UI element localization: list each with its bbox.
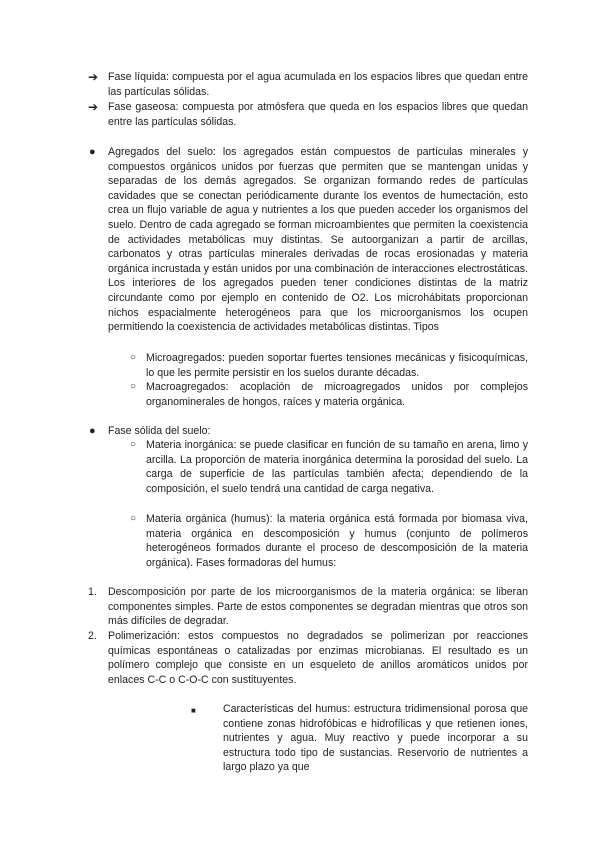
arrow-right-icon: ➔ <box>88 100 99 114</box>
organic-matter-item: Materia orgánica (humus): la materia orgánica está formada por biomasa viva, materia orgánica en descomposición y humus (conjunto de polímeros heterogéneos formados durante el proceso de descomposición de la materia orgánica). Fases formadoras del humus: <box>146 513 528 569</box>
liquid-phase-item: Fase líquida: compuesta por el agua acumulada en los espacios libres que quedan entre las partículas sólidas. <box>108 71 528 98</box>
gas-phase-item: Fase gaseosa: compuesta por atmósfera que queda en los espacios libres que quedan entre las partículas sólidas. <box>108 101 528 128</box>
solid-phase-title: Fase sólida del suelo: <box>108 425 211 437</box>
circle-bullet-icon: ○ <box>130 513 137 524</box>
arrow-right-icon: ➔ <box>88 70 99 84</box>
humus-phase-decomposition: Descomposición por parte de los microorganismos de la materia orgánica: se liberan componentes simples. Parte de estos componentes se degradan mientras que otros son más difíciles de degradar. <box>108 586 528 628</box>
list-number: 1. <box>88 586 97 598</box>
bullet-dot-icon: ● <box>89 425 96 437</box>
circle-bullet-icon: ○ <box>130 439 137 450</box>
inorganic-matter-item: Materia inorgánica: se puede clasificar en función de su tamaño en arena, limo y arcilla. La proporción de materia inorgánica determina la porosidad del suelo. La carga de superficie de las partículas también afecta; dependiendo de la composición, el suelo tendrá una cantidad de carga negativa. <box>146 439 528 495</box>
macroaggregates-item: Macroagregados: acoplación de microagregados unidos por complejos organominerales de hongos, raíces y materia orgánica. <box>146 381 528 408</box>
circle-bullet-icon: ○ <box>130 352 137 363</box>
list-number: 2. <box>88 630 97 642</box>
microaggregates-item: Microagregados: pueden soportar fuertes tensiones mecánicas y fisicoquímicas, lo que les permite persistir en los suelos durante décadas. <box>146 352 528 379</box>
circle-bullet-icon: ○ <box>130 381 137 392</box>
bullet-dot-icon: ● <box>89 146 96 158</box>
square-bullet-icon: ■ <box>191 706 196 715</box>
aggregates-paragraph: Agregados del suelo: los agregados están compuestos de partículas minerales y compuestos orgánicos unidos por fuerzas que permiten que se mantengan unidas y separadas de los demás agregados. Se organizan formando redes de partículas cavidades que se conectan periódicamente durante los eventos de humectación, esto crea un flujo variable de agua y nutrientes a los que pueden acceder los organismos del suelo. Dentro de cada agregado se forman microambientes que permiten la coexistencia de actividades metabólicas muy distintas. Se autoorganizan a partir de arcillas, carbonatos y otras partículas minerales derivadas de rocas erosionadas y materia orgánica incrustada y están unidos por una combinación de interacciones electrostáticas. Los interiores de los agregados pueden tener condiciones distintas de la matriz circundante como por ejemplo en contenido de O2. Los microhábitats proporcionan nichos espacialmente heterogéneos para que los microorganismos los ocupen permitiendo la coexistencia de actividades metabólicas distintas. Tipos <box>108 146 528 334</box>
humus-phase-polymerization: Polimerización: estos compuestos no degradados se polimerizan por reacciones químicas espontáneas o catalizadas por enzimas microbianas. El resultado es un polímero complejo que consiste en un esqueleto de anillos aromáticos unidos por enlaces C-C o C-O-C con sustituyentes. <box>108 630 528 686</box>
humus-characteristics-item: Características del humus: estructura tridimensional porosa que contiene zonas hidrofóbicas e hidrofílicas y que retienen iones, nutrientes y agua. Muy reactivo y puede incorporar a su estructura todo tipo de sustancias. Reservorio de nutrientes a largo plazo ya que <box>223 703 528 774</box>
